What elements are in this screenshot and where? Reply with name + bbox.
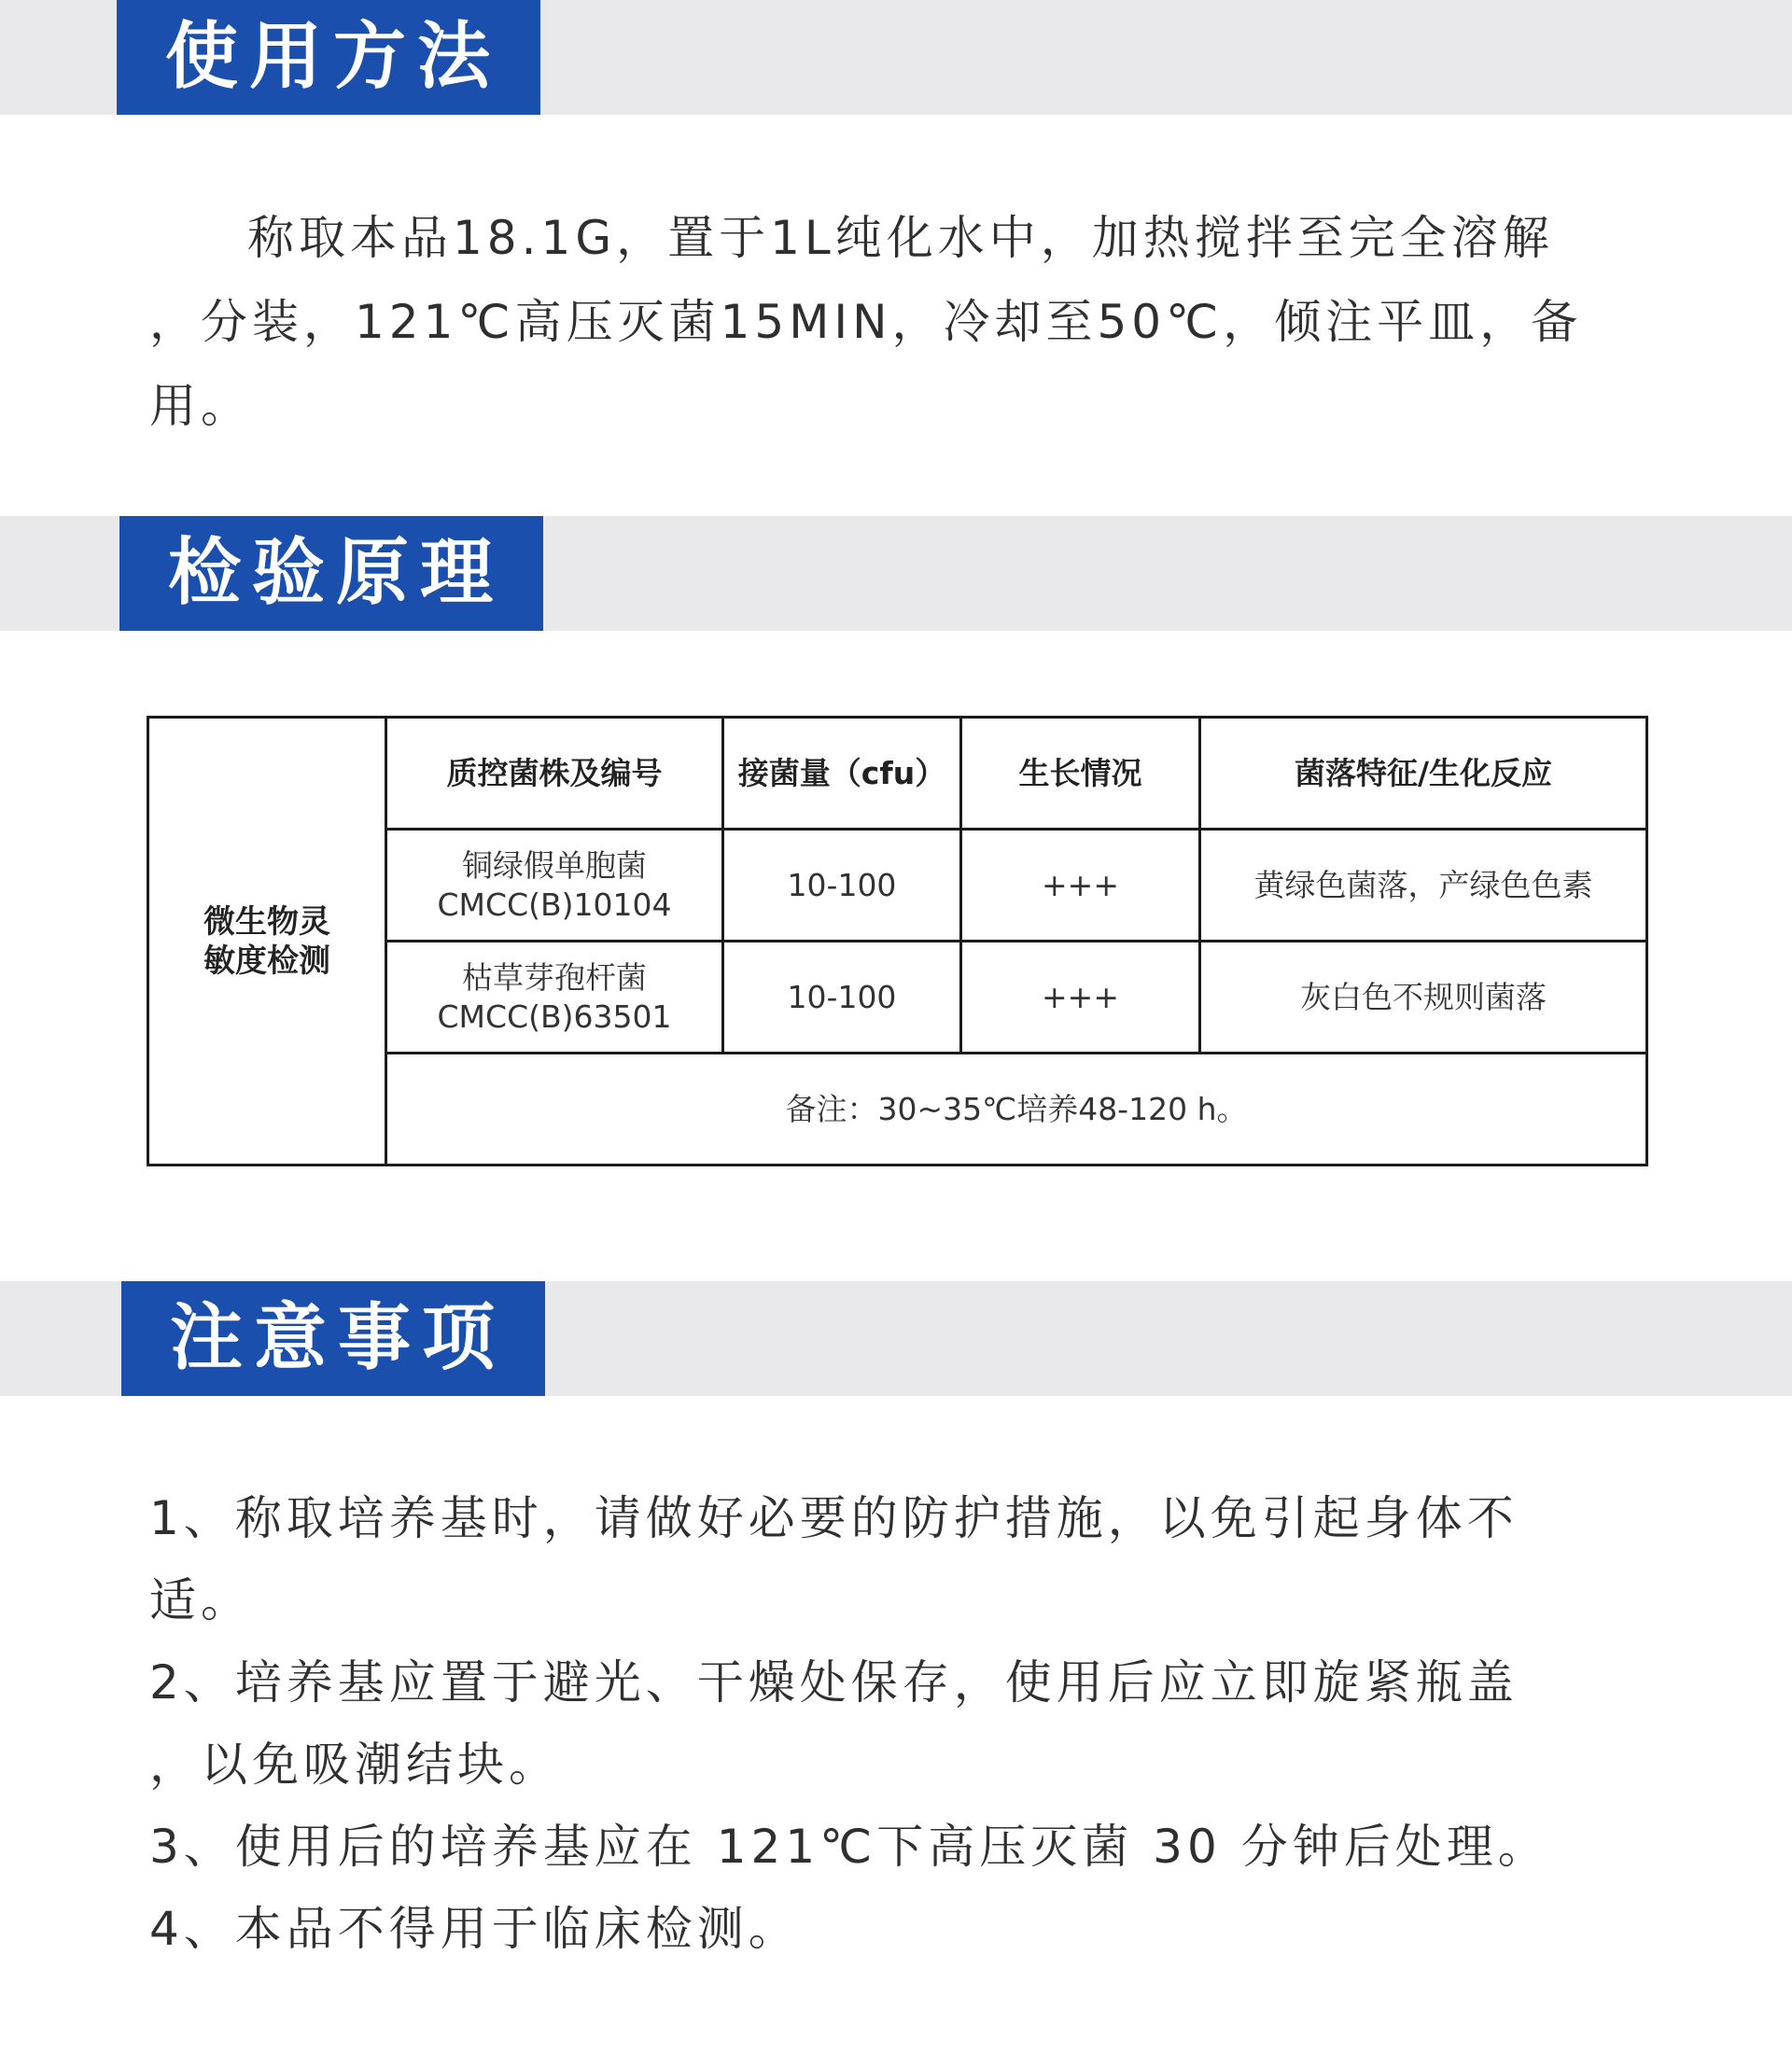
usage-line: ，分装，121℃高压灭菌15MIN，冷却至50℃，倾注平皿，备 (149, 295, 1583, 349)
feature-cell: 黄绿色菌落，产绿色色素 (1200, 830, 1647, 942)
section-title-usage: 使用方法 (117, 0, 540, 115)
feature-cell: 灰白色不规则菌落 (1200, 942, 1647, 1054)
note-cell: 备注：30~35℃培养48-120 h。 (386, 1054, 1647, 1166)
notes-line: 2、培养基应置于避光、干燥处保存，使用后应立即旋紧瓶盖 (149, 1655, 1519, 1710)
strain-code: CMCC(B)63501 (437, 998, 672, 1035)
side-label-cell (148, 718, 386, 1166)
header-inoculum: 接菌量（cfu） (723, 718, 961, 830)
usage-line: 用。 (149, 379, 252, 433)
table-header-row (148, 718, 1647, 830)
growth-cell: +++ (961, 942, 1200, 1054)
section-title-principle: 检验原理 (119, 516, 543, 631)
inoculum-cell: 10-100 (723, 830, 961, 942)
strain-name: 枯草芽孢杆菌 (462, 958, 647, 996)
notes-line: 4、本品不得用于临床检测。 (149, 1902, 800, 1956)
inoculum-cell: 10-100 (723, 942, 961, 1054)
header-strain: 质控菌株及编号 (386, 718, 723, 830)
header-feature: 菌落特征/生化反应 (1200, 718, 1647, 830)
notes-line: ，以免吸潮结块。 (149, 1738, 560, 1792)
strain-code: CMCC(B)10104 (437, 886, 672, 923)
notes-paragraph (149, 1477, 1689, 1970)
side-label-line: 微生物灵 (203, 902, 330, 941)
usage-paragraph (149, 196, 1689, 448)
strain-name: 铜绿假单胞菌 (462, 846, 647, 884)
section-title-notes: 注意事项 (121, 1281, 545, 1396)
qc-table (147, 716, 1648, 1166)
usage-line: 称取本品18.1G，置于1L纯化水中，加热搅拌至完全溶解 (247, 211, 1554, 265)
notes-line: 适。 (149, 1573, 252, 1627)
header-growth: 生长情况 (961, 718, 1200, 830)
notes-line: 1、称取培养基时，请做好必要的防护措施，以免引起身体不 (149, 1491, 1519, 1545)
side-label-line: 敏度检测 (203, 942, 330, 980)
strain-cell (386, 942, 723, 1054)
growth-cell: +++ (961, 830, 1200, 942)
notes-line: 3、使用后的培养基应在 121℃下高压灭菌 30 分钟后处理。 (149, 1820, 1549, 1874)
strain-cell (386, 830, 723, 942)
